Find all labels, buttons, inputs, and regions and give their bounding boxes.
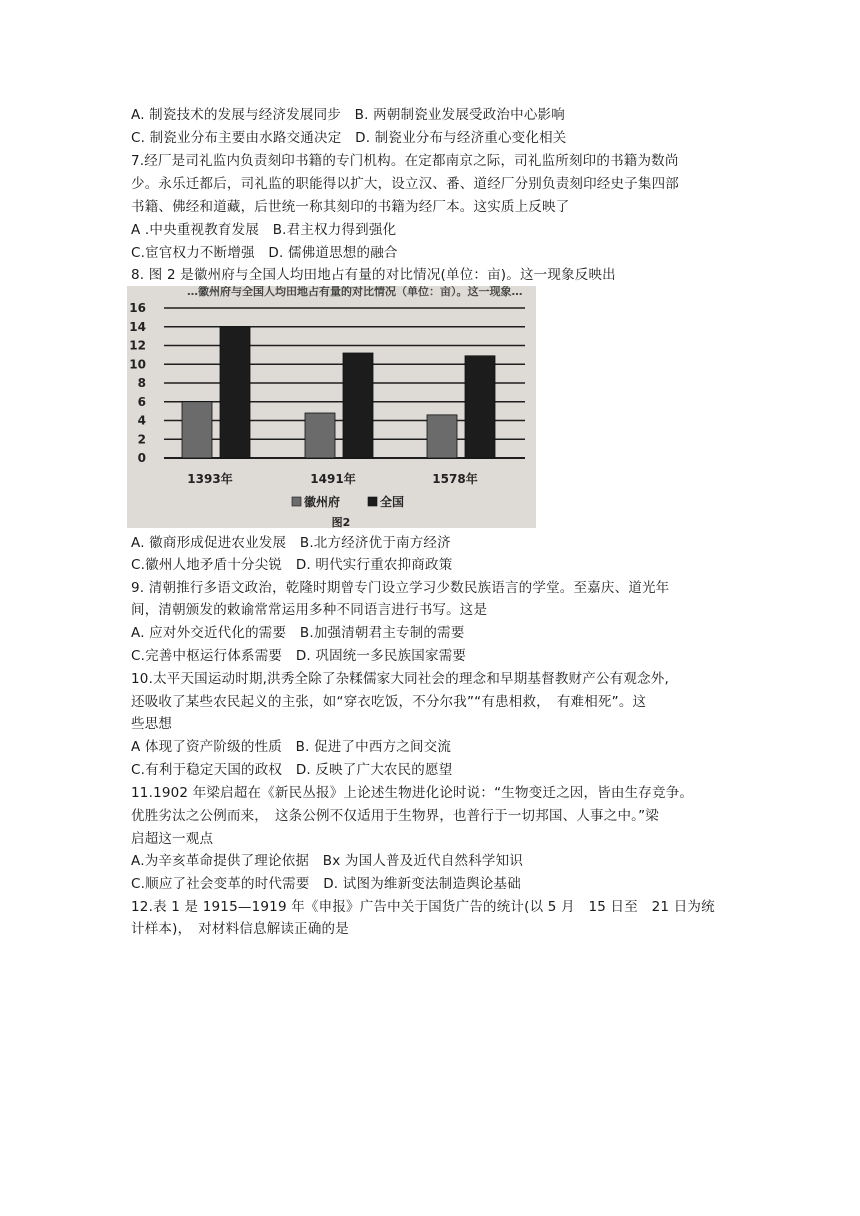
- question-8-option-cd: C.徽州人地矛盾十分尖锐 D. 明代实行重农抑商政策: [131, 557, 453, 573]
- question-10-option-ab: A 体现了资产阶级的性质 B. 促进了中西方之间交流: [131, 739, 452, 755]
- question-7-stem-line-1: 7.经厂是司礼监内负责刻印书籍的专门机构。在定都南京之际，司礼监所刻印的书籍为数尚: [131, 153, 679, 169]
- bar-全国-1578年: [465, 356, 495, 458]
- question-9-stem-line-2: 间，清朝颁发的敕谕常常运用多种不同语言进行书写。这是: [131, 602, 488, 618]
- question-7-option-ab: A .中央重视教育发展 B.君主权力得到强化: [131, 222, 397, 238]
- question-7-stem-line-2: 少。永乐迁都后，司礼监的职能得以扩大，设立汉、番、道经厂分别负责刻印经史子集四部: [131, 176, 679, 192]
- x-tick-label: 1578年: [432, 472, 478, 486]
- question-9-option-cd: C.完善中枢运行体系需要 D. 巩固统一多民族国家需要: [131, 648, 467, 664]
- chart-legend: [292, 494, 404, 509]
- question-11-stem-line-2: 优胜劣汰之公例而来， 这条公例不仅适用于生物界，也普行于一切邦国、人事之中。”梁: [131, 808, 659, 824]
- question-9-stem-line-1: 9. 清朝推行多语文政治，乾隆时期曾专门设立学习少数民族语言的学堂。至嘉庆、道光年: [131, 580, 670, 596]
- bar-全国-1393年: [220, 327, 250, 458]
- y-tick-label: 10: [129, 357, 146, 372]
- legend-label: 全国: [380, 495, 405, 509]
- bar-全国-1491年: [343, 353, 373, 458]
- chart-cropped-caption: …徽州府与全国人均田地占有量的对比情况（单位：亩）。这一现象…: [187, 286, 523, 298]
- x-tick-label: 1491年: [310, 472, 356, 486]
- question-10-stem-line-2: 还吸收了某些农民起义的主张，如“穿衣吃饭，不分尔我”“有患相救， 有难相死”。这: [131, 694, 647, 710]
- y-tick-label: 2: [137, 432, 146, 447]
- question-7-option-cd: C.宦官权力不断增强 D. 儒佛道思想的融合: [131, 245, 398, 261]
- y-tick-label: 8: [137, 376, 146, 390]
- y-tick-label: 12: [129, 338, 146, 353]
- question-8-option-ab: A. 徽商形成促进农业发展 B.北方经济优于南方经济: [131, 535, 451, 551]
- bar-徽州府-1491年: [305, 413, 335, 458]
- question-8-stem: 8. 图 2 是徽州府与全国人均田地占有量的对比情况(单位：亩)。这一现象反映出: [131, 267, 616, 283]
- question-6-option-ab: A. 制瓷技术的发展与经济发展同步 B. 两朝制瓷业发展受政治中心影响: [131, 107, 565, 123]
- chart-bars: [182, 327, 495, 458]
- chart-x-labels: [187, 471, 477, 486]
- question-12-stem-line-2: 计样本)， 对材料信息解读正确的是: [131, 921, 349, 937]
- y-tick-label: 16: [129, 301, 146, 315]
- question-11-option-ab: A.为辛亥革命提供了理论依据 Bx 为国人普及近代自然科学知识: [131, 853, 524, 869]
- question-10-option-cd: C.有利于稳定天国的政权 D. 反映了广大农民的愿望: [131, 762, 453, 778]
- question-11-stem-line-1: 11.1902 年梁启超在《新民丛报》上论述生物进化论时说：“生物变迁之因，皆由生存竞争。: [131, 785, 694, 801]
- question-7-stem-line-3: 书籍、佛经和道藏，后世统一称其刻印的书籍为经厂本。这实质上反映了: [131, 199, 570, 215]
- y-tick-label: 4: [137, 413, 146, 428]
- question-11-option-cd: C.顺应了社会变革的时代需要 D. 试图为维新变法制造舆论基础: [131, 876, 521, 892]
- bar-徽州府-1578年: [427, 415, 457, 458]
- figure-caption: 图2: [331, 516, 351, 528]
- legend-swatch: [292, 497, 301, 506]
- y-tick-label: 0: [137, 451, 146, 465]
- bar-徽州府-1393年: [182, 402, 212, 458]
- question-9-option-ab: A. 应对外交近代化的需要 B.加强清朝君主专制的需要: [131, 625, 465, 641]
- question-6-option-cd: C. 制瓷业分布主要由水路交通决定 D. 制瓷业分布与经济重心变化相关: [131, 130, 567, 146]
- question-12-stem-line-1: 12.表 1 是 1915—1919 年《申报》广告中关于国货广告的统计(以 5 月 15 日至 21 日为统: [131, 899, 715, 915]
- chart-y-ticks: [129, 301, 146, 465]
- y-tick-label: 14: [129, 319, 146, 334]
- question-10-stem-line-1: 10.太平天国运动时期,洪秀全除了杂糅儒家大同社会的理念和早期基督教财产公有观念外,: [131, 671, 669, 687]
- figure-2-bar-chart: [127, 286, 536, 528]
- x-tick-label: 1393年: [187, 472, 233, 486]
- legend-label: 徽州府: [304, 495, 341, 509]
- question-11-stem-line-3: 启超这一观点: [131, 831, 214, 847]
- legend-swatch: [368, 497, 377, 506]
- chart-svg: [127, 286, 536, 528]
- question-10-stem-line-3: 些思想: [131, 716, 173, 732]
- y-tick-label: 6: [137, 394, 146, 409]
